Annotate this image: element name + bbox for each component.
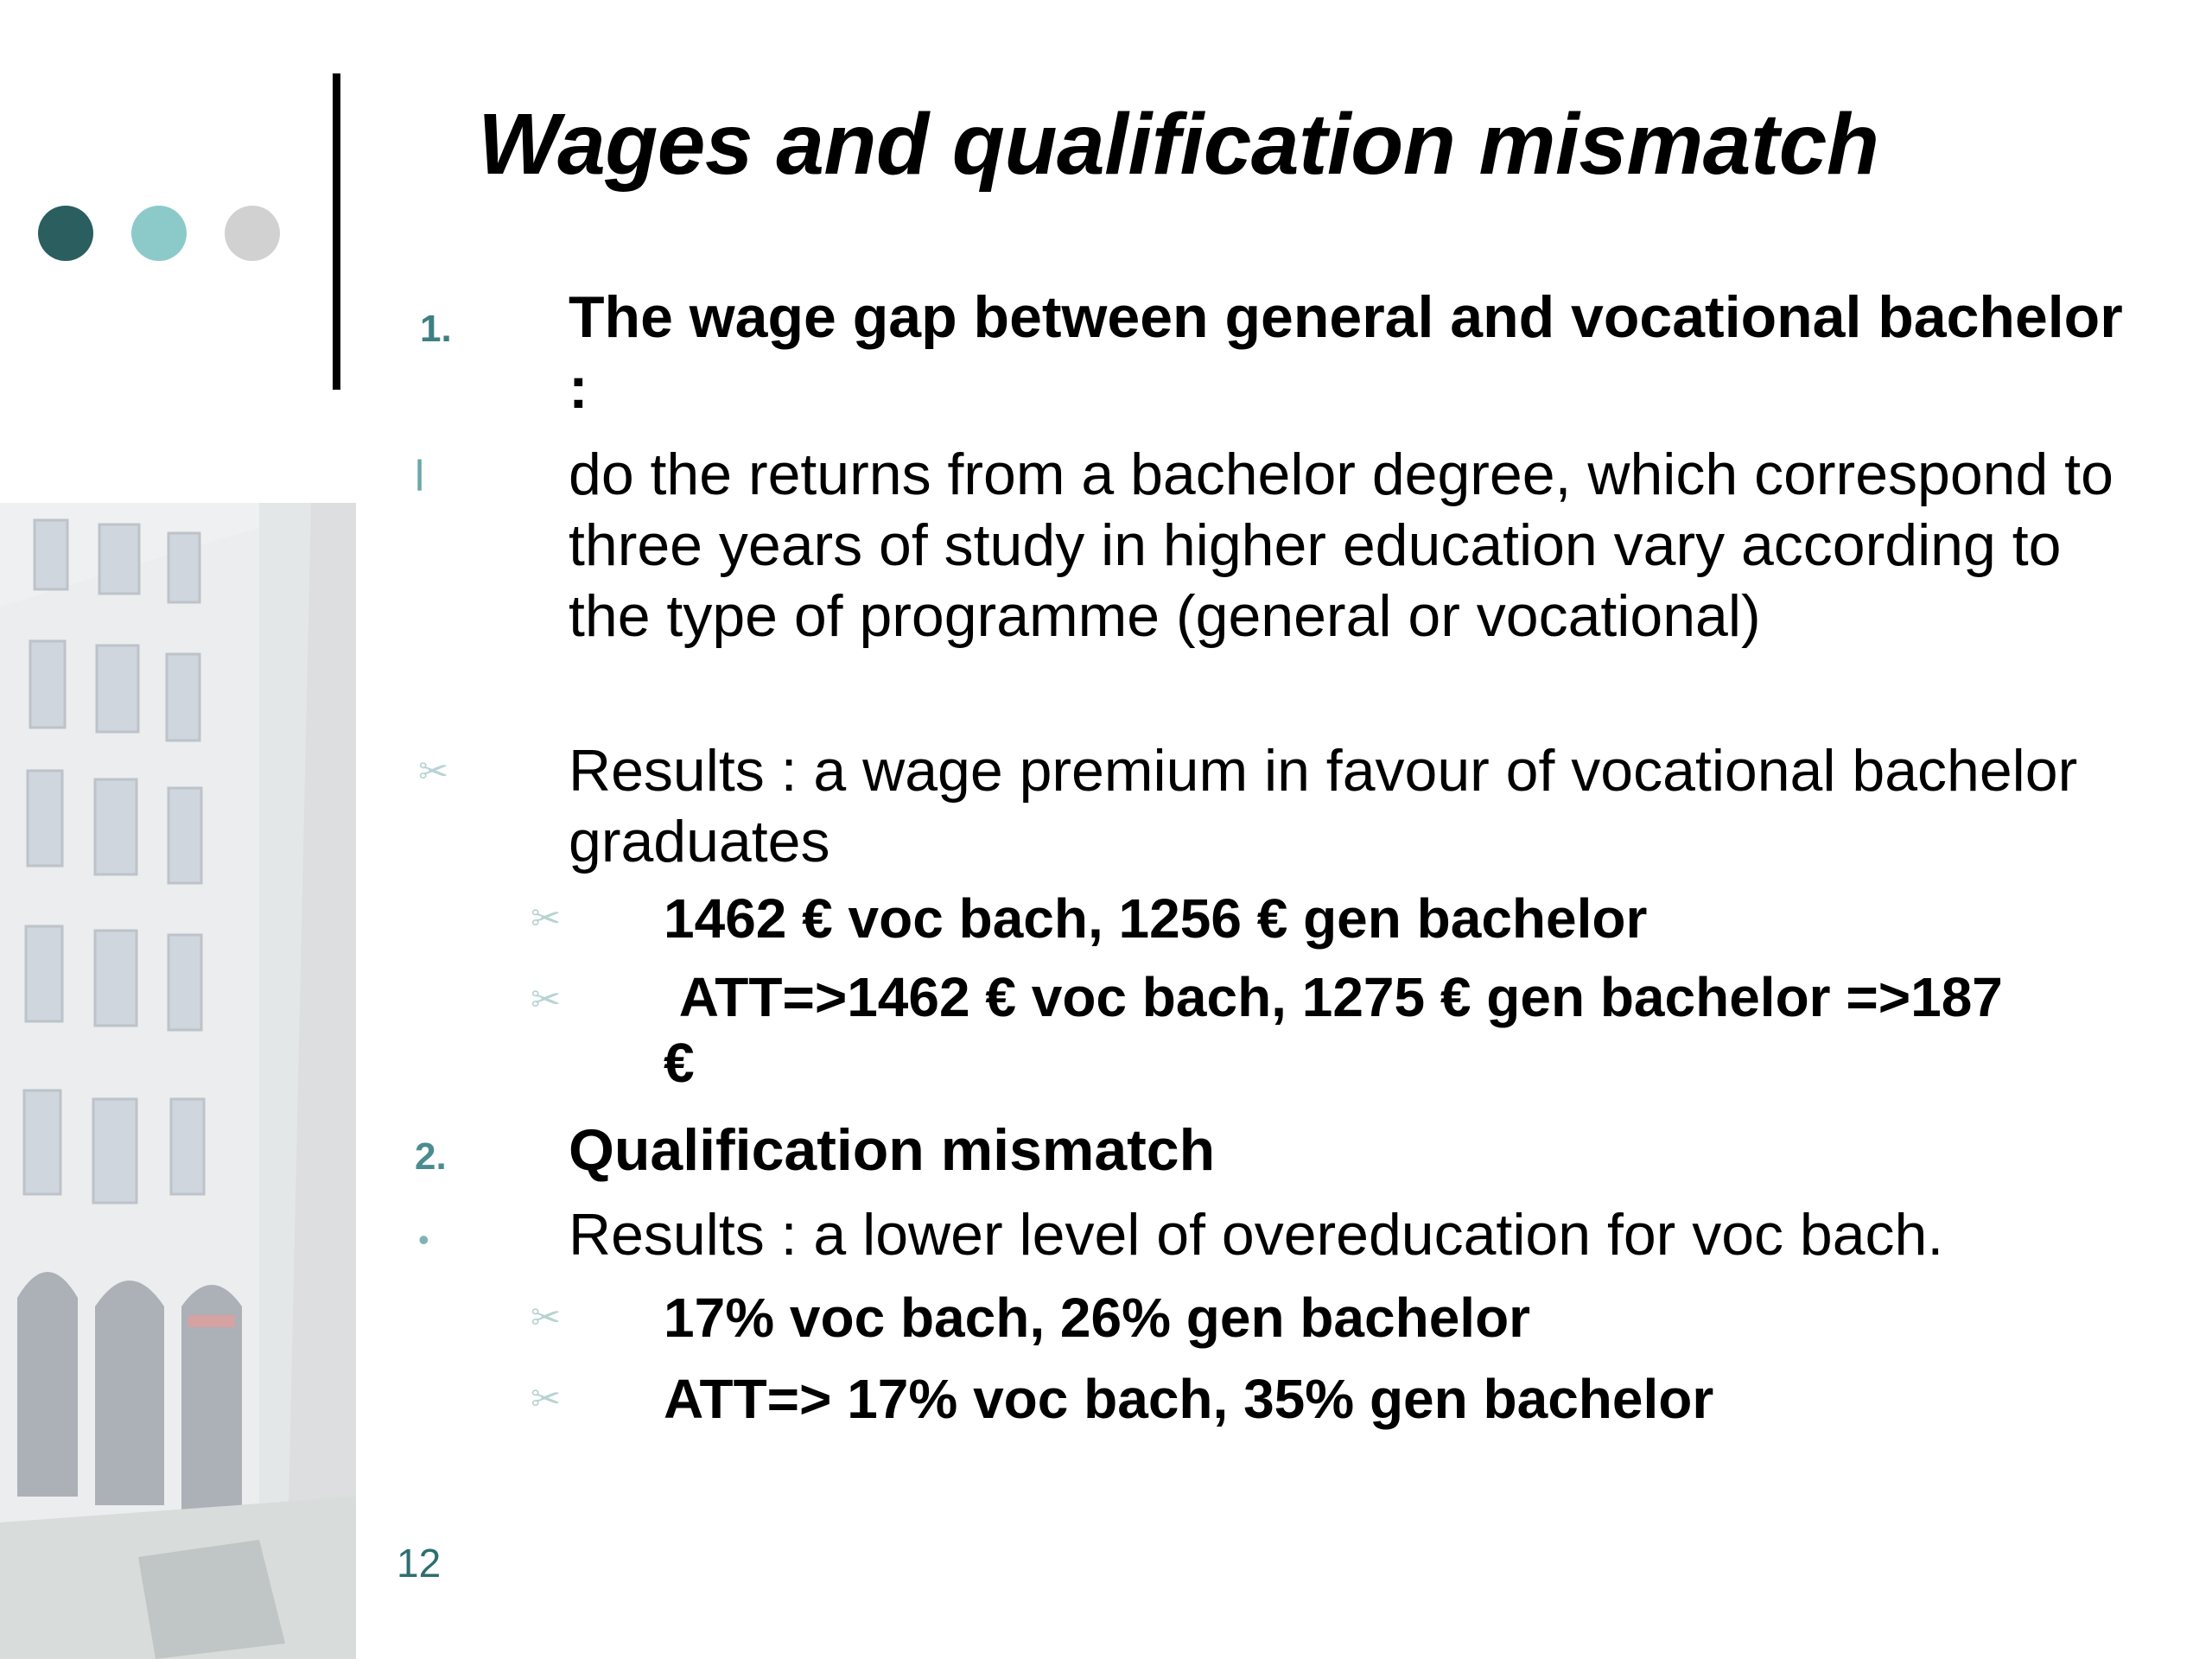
list-marker: 2. [415,1135,447,1178]
building-photo [0,503,356,1659]
vertical-divider [333,73,340,390]
list-marker: l [415,452,425,500]
list-item-sub: ATT=> 17% voc bach, 35% gen bachelor [664,1368,1714,1430]
list-item-heading: The wage gap between general and vocational bachelor : [569,284,2123,421]
list-item-sub: 17% voc bach, 26% gen bachelor [664,1287,1531,1349]
scissors-bullet-icon: ✂ [531,898,562,938]
bullet-dot-icon: • [418,1222,429,1257]
scissors-bullet-icon: ✂ [531,1378,562,1419]
list-item-text: Results : a wage premium in favour of vocational bachelor graduates [569,738,2078,874]
light-teal-dot [131,206,187,261]
scissors-bullet-icon: ✂ [531,1297,562,1338]
scissors-bullet-icon: ✂ [418,751,449,791]
dark-teal-dot [38,206,93,261]
page-number: 12 [397,1541,442,1586]
grey-dot [225,206,280,261]
slide-title: Wages and qualification mismatch [478,96,1879,193]
list-item-sub: 1462 € voc bach, 1256 € gen bachelor [664,887,1648,950]
scissors-bullet-icon: ✂ [531,979,562,1020]
list-item-text: Results : a lower level of overeducation for voc bach. [569,1202,1944,1268]
building-illustration [0,503,356,1659]
list-item-sub: ATT=>1462 € voc bach, 1275 € gen bachelor =>187 € [664,966,2018,1094]
list-marker: 1. [420,308,452,350]
list-item-text: do the returns from a bachelor degree, which correspond to three years of study in higher education vary according to the type of programme (general or vocational) [569,442,2113,649]
list-item-heading: Qualification mismatch [569,1117,1216,1183]
